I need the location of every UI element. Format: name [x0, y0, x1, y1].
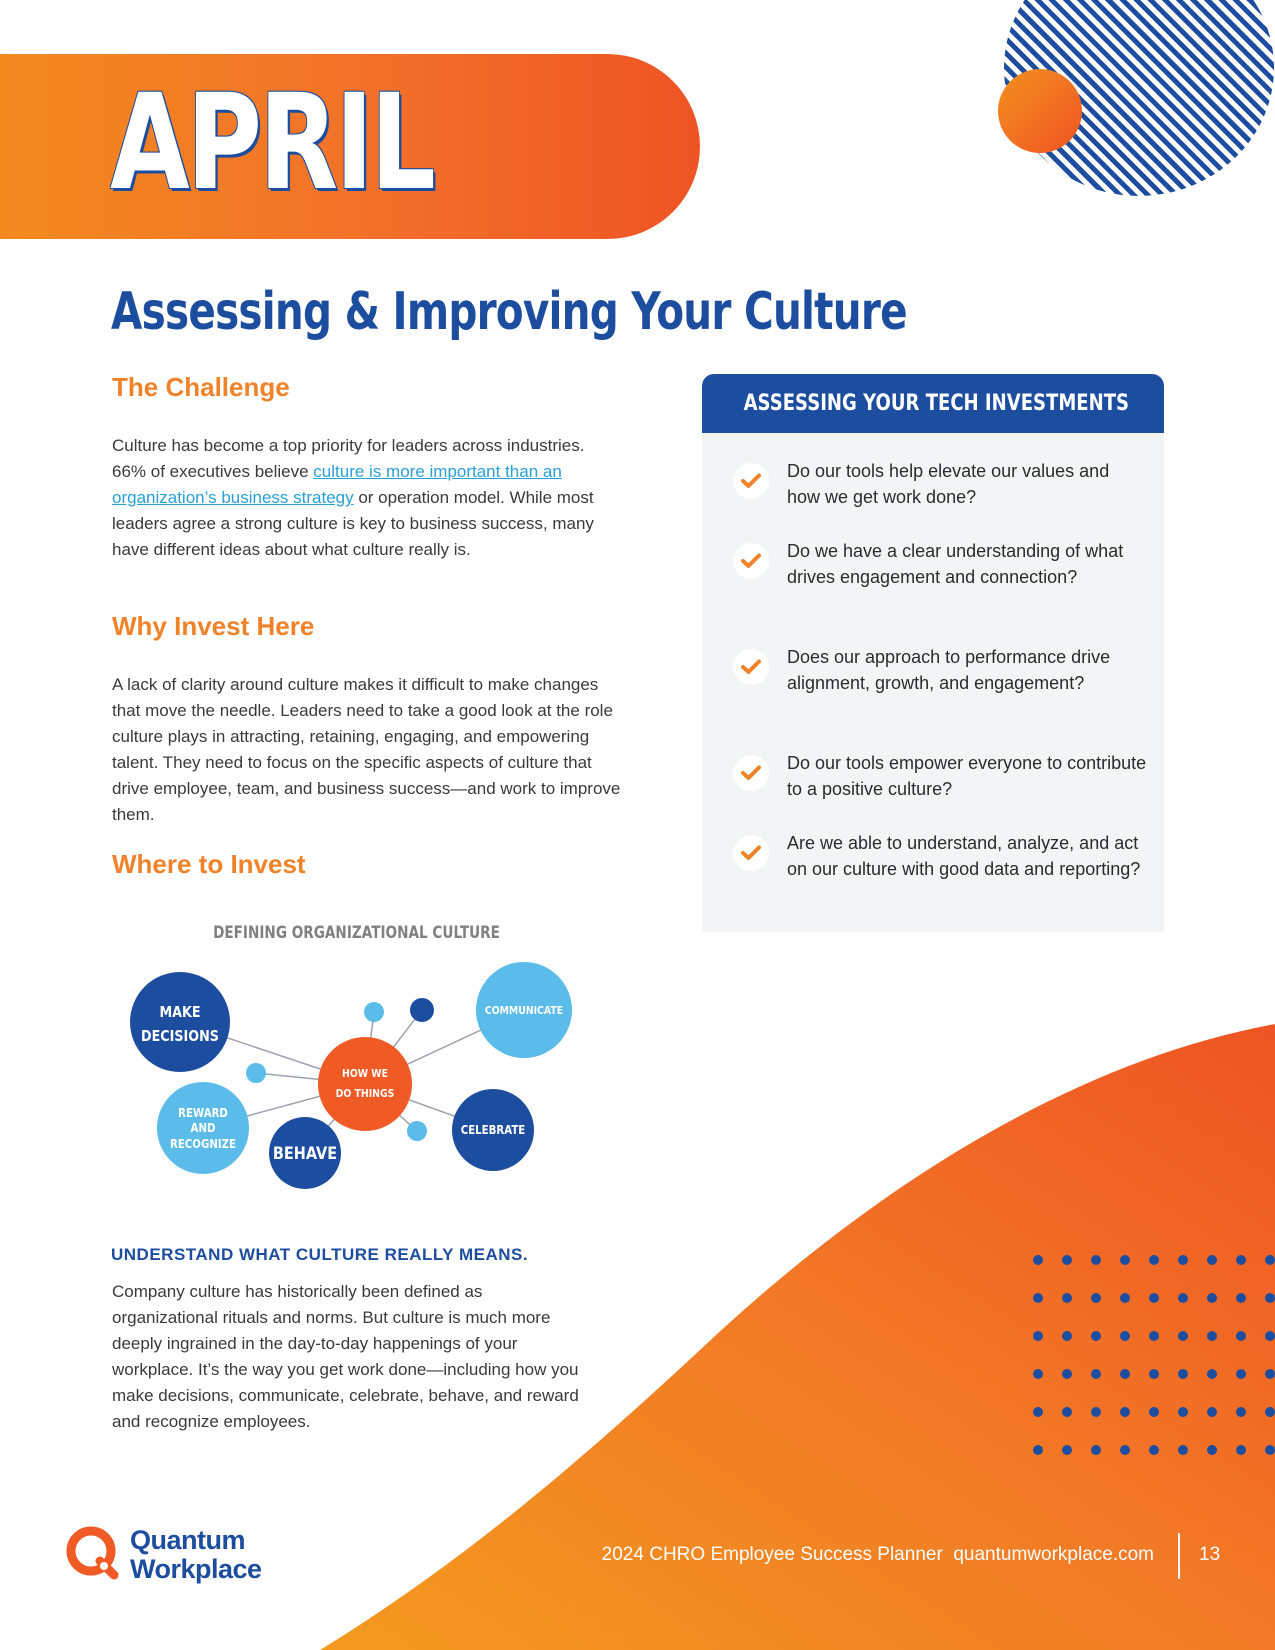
quantum-workplace-logo — [130, 1526, 262, 1584]
quantum-logo-icon — [64, 1524, 124, 1584]
grid-dot — [1091, 1331, 1101, 1341]
grid-dot — [1265, 1407, 1275, 1417]
understand-heading: UNDERSTAND WHAT CULTURE REALLY MEANS. — [111, 1245, 529, 1264]
challenge-text — [112, 433, 622, 563]
question-text: Are we able to understand, analyze, and act on our culture with good data and reporting? — [787, 833, 1141, 879]
reward-label: REWARD AND RECOGNIZE — [170, 1106, 236, 1152]
where-invest-heading: Where to Invest — [112, 849, 306, 879]
grid-dot — [1236, 1293, 1246, 1303]
grid-dot — [1265, 1369, 1275, 1379]
question-text: Does our approach to performance drive alignment, growth, and engagement? — [787, 647, 1111, 693]
orange-circle-decoration — [998, 69, 1082, 153]
grid-dot — [1033, 1407, 1043, 1417]
grid-dot — [1207, 1293, 1217, 1303]
check-icon — [733, 463, 769, 499]
grid-dot — [1091, 1407, 1101, 1417]
grid-dot — [1207, 1445, 1217, 1455]
month-title: APRIL — [110, 66, 433, 220]
behave-label: BEHAVE — [272, 1142, 338, 1164]
celebrate-label: CELEBRATE — [460, 1123, 526, 1138]
grid-dot — [1149, 1293, 1159, 1303]
question-text: Do we have a clear understanding of what drives engagement and connection? — [787, 541, 1124, 587]
grid-dot — [1033, 1445, 1043, 1455]
grid-dot — [1236, 1407, 1246, 1417]
node-center — [318, 1037, 412, 1131]
grid-dot — [1207, 1369, 1217, 1379]
grid-dot — [1062, 1331, 1072, 1341]
why-invest-heading: Why Invest Here — [112, 611, 315, 641]
grid-dot — [1120, 1369, 1130, 1379]
grid-dot — [1149, 1331, 1159, 1341]
page-title: Assessing & Improving Your Culture — [111, 282, 907, 342]
logo-line-1: Quantum — [130, 1525, 245, 1555]
challenge-text-before: Culture has become a top priority for leaders across industries. 66% of executives believe — [112, 436, 585, 481]
grid-dot — [1178, 1369, 1188, 1379]
grid-dot — [1149, 1407, 1159, 1417]
grid-dot — [1062, 1293, 1072, 1303]
grid-dot — [1236, 1255, 1246, 1265]
communicate-label: COMMUNICATE — [484, 1005, 564, 1018]
grid-dot — [1149, 1445, 1159, 1455]
check-icon — [733, 835, 769, 871]
culture-strategy-link[interactable]: culture is more important than an organization’s business strategy — [112, 462, 562, 507]
footer-publication — [540, 1544, 1154, 1566]
check-icon — [733, 543, 769, 579]
grid-dot — [1091, 1445, 1101, 1455]
center-label: HOW WE DO THINGS — [335, 1068, 395, 1101]
logo-line-2: Workplace — [130, 1554, 262, 1584]
page-number: 13 — [1199, 1544, 1221, 1565]
grid-dot — [1149, 1369, 1159, 1379]
grid-dot — [1207, 1255, 1217, 1265]
grid-dot — [1062, 1369, 1072, 1379]
grid-dot — [1033, 1369, 1043, 1379]
question-text: Do our tools empower everyone to contribute to a positive culture? — [787, 753, 1147, 799]
grid-dot — [1207, 1331, 1217, 1341]
grid-dot — [1265, 1293, 1275, 1303]
grid-dot — [1265, 1255, 1275, 1265]
grid-dot — [1033, 1255, 1043, 1265]
question-text: Do our tools help elevate our values and how we get work done? — [787, 461, 1110, 507]
grid-dot — [1178, 1407, 1188, 1417]
make-decisions-label: MAKE DECISIONS — [141, 1004, 219, 1046]
footer-divider — [1178, 1533, 1180, 1579]
grid-dot — [1149, 1255, 1159, 1265]
grid-dot — [1091, 1293, 1101, 1303]
dot-grid-decoration — [1030, 1252, 1275, 1462]
understand-text: Company culture has historically been defined as organizational rituals and norms. But culture is much more deeply ingrained in the day-to-day happenings of your workplace. It’s the way you get work done—including how you make decisions, communicate, celebrate, behave, and reward and recognize employees. — [112, 1282, 579, 1431]
grid-dot — [1120, 1293, 1130, 1303]
grid-dot — [1178, 1255, 1188, 1265]
small-dot — [246, 1063, 266, 1083]
small-dot — [407, 1121, 427, 1141]
culture-diagram — [110, 950, 603, 1200]
why-invest-text: A lack of clarity around culture makes it difficult to make changes that move the needle. Leaders need to take a good look at the role culture plays in attracting, retaining, engaging, and empowering talent. They need to focus on the specific aspects of culture that drive employee, team, and business success—and work to improve them. — [112, 675, 621, 824]
publication-name: 2024 CHRO Employee Success Planner — [601, 1544, 943, 1565]
challenge-text-after: or operation model. While most leaders agree a strong culture is key to business success, many have different ideas about what culture really is. — [112, 488, 594, 559]
grid-dot — [1033, 1293, 1043, 1303]
grid-dot — [1178, 1331, 1188, 1341]
website-link[interactable]: quantumworkplace.com — [953, 1544, 1154, 1565]
check-icon — [733, 649, 769, 685]
small-dot — [364, 1002, 384, 1022]
grid-dot — [1120, 1331, 1130, 1341]
grid-dot — [1062, 1445, 1072, 1455]
diagram-title: DEFINING ORGANIZATIONAL CULTURE — [213, 923, 500, 943]
grid-dot — [1091, 1369, 1101, 1379]
small-dot — [410, 998, 434, 1022]
challenge-heading: The Challenge — [112, 372, 290, 402]
grid-dot — [1033, 1331, 1043, 1341]
grid-dot — [1120, 1407, 1130, 1417]
node-make-decisions — [130, 972, 230, 1072]
grid-dot — [1207, 1407, 1217, 1417]
grid-dot — [1091, 1255, 1101, 1265]
grid-dot — [1236, 1445, 1246, 1455]
grid-dot — [1236, 1369, 1246, 1379]
grid-dot — [1062, 1255, 1072, 1265]
grid-dot — [1178, 1445, 1188, 1455]
grid-dot — [1265, 1445, 1275, 1455]
grid-dot — [1120, 1255, 1130, 1265]
grid-dot — [1120, 1445, 1130, 1455]
check-icon — [733, 755, 769, 791]
grid-dot — [1178, 1293, 1188, 1303]
tech-investments-panel-title: ASSESSING YOUR TECH INVESTMENTS — [743, 391, 1130, 416]
grid-dot — [1062, 1407, 1072, 1417]
grid-dot — [1265, 1331, 1275, 1341]
grid-dot — [1236, 1331, 1246, 1341]
